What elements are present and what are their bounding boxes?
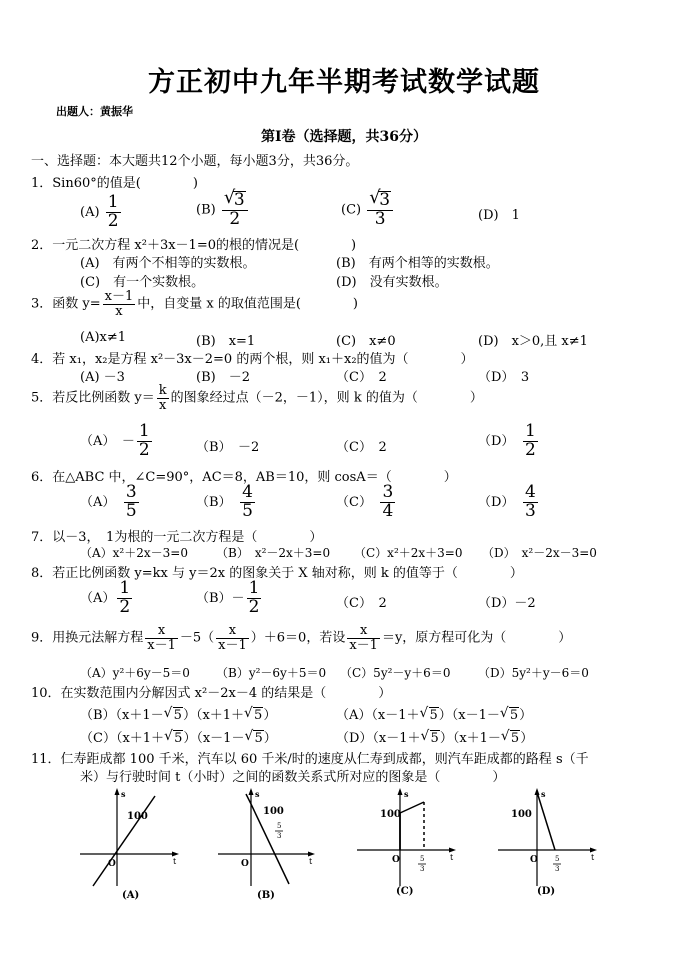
q6-option-a: （A） $\frac{3}{5}$	[80, 482, 137, 521]
axis-t-label: t	[173, 857, 177, 866]
q8-option-a: （A） $\frac{1}{2}$	[80, 578, 131, 617]
q10-option-a: （A）（x－1＋ √ 5）（x－1－ √ 5）	[336, 705, 533, 723]
q4-option-b: (B) －2	[196, 370, 250, 385]
q2-option-b: (B) 有两个相等的实数根。	[336, 256, 499, 271]
q10-stem: 10．在实数范围内分解因式 x²－2x－4 的结果是（ ）	[31, 686, 392, 701]
q11-graph-b	[213, 786, 323, 901]
author-line: 出题人：黄振华	[56, 105, 133, 118]
frac-num-label: 5	[277, 822, 282, 830]
axis-s-label: s	[541, 789, 546, 799]
q8-option-d: （D）－2	[478, 596, 536, 611]
q8-option-b: （B）－ $\frac{1}{2}$	[196, 578, 260, 617]
graph-c-label: (C)	[396, 886, 414, 897]
q8-option-c: （C） 2	[336, 596, 387, 611]
q1-option-b: (B) √ 3 2	[196, 191, 250, 229]
q6-option-b: （B） $\frac{4}{5}$	[196, 482, 253, 521]
q3-option-a: (A)x≠1	[80, 330, 127, 345]
q9-option-a: （A）y²＋6y－5＝0	[80, 666, 190, 680]
q4-option-d: （D） 3	[478, 370, 530, 385]
q3-option-d: (D) x＞0,且 x≠1	[478, 334, 588, 349]
axis-t-label: t	[450, 853, 454, 862]
q11-graph-d	[493, 786, 608, 901]
q10-option-d: （D）（x－1＋ √ 5）（x＋1－ √ 5）	[336, 728, 534, 746]
axis-s-label: s	[121, 789, 126, 799]
q5-option-d: （D） $\frac{1}{2}$	[478, 421, 536, 460]
q2-option-c: (C) 有一个实数根。	[80, 275, 205, 290]
origin-label: O	[530, 855, 538, 865]
q1-stem: 1．Sin60°的值是( )	[31, 176, 198, 191]
q2-stem: 2．一元二次方程 x²＋3x－1=0的根的情况是( )	[31, 238, 357, 253]
q6-option-d: （D） $\frac{4}{3}$	[478, 482, 536, 521]
q5-option-c: （C） 2	[336, 440, 387, 455]
q7-stem: 7．以－3， 1为根的一元二次方程是（ ）	[31, 530, 323, 545]
q10-option-b: （B）（x＋1－ √ 5）（x＋1＋ √ 5）	[80, 705, 277, 723]
value-100-label: 100	[263, 806, 284, 817]
q2-option-a: (A) 有两个不相等的实数根。	[80, 256, 256, 271]
q3-option-b: (B) x=1	[196, 334, 256, 349]
frac-den-label: 3	[277, 832, 282, 840]
q7-option-d: （D） x²－2x－3=0	[482, 546, 597, 560]
q9-option-c: （C）5y²－y＋6＝0	[340, 666, 451, 680]
instructions: 一、选择题：本大题共12个小题，每小题3分，共36分。	[31, 154, 359, 169]
frac-num-label: 5	[420, 855, 425, 863]
q7-option-c: （C）x²＋2x＋3=0	[354, 546, 463, 560]
q8-stem: 8．若正比例函数 y=kx 与 y＝2x 的图象关于 X 轴对称，则 k 的值等于（ ）	[31, 566, 523, 581]
q6-option-c: （C） $\frac{3}{4}$	[336, 482, 394, 521]
q5-option-a: （A） － $\frac{1}{2}$	[80, 421, 150, 460]
axis-t-label: t	[309, 857, 313, 866]
axis-s-label: s	[404, 789, 409, 799]
value-100-label: 100	[511, 809, 532, 820]
q9-option-d: （D）5y²＋y－6＝0	[478, 666, 589, 680]
q11-graph-a	[75, 786, 185, 901]
q5-stem: 5．若反比例函数 y＝ $\frac{k}{x}$ 的图象经过点（－2，－1），则 k 的值为（ ）	[31, 383, 483, 413]
axis-s-label: s	[255, 789, 260, 799]
value-100-label: 100	[127, 811, 148, 822]
graph-b-label: (B)	[257, 890, 275, 901]
q7-option-b: （B） x²－2x＋3=0	[216, 546, 331, 560]
q9-stem: 9．用换元法解方程 $\frac{x}{x-1}$ －5（ $\frac{x}{x-1}$ ）＋6＝0，若设 $\frac{x}{x-1}$ ＝y，原方程可化为（ ）	[31, 623, 572, 653]
origin-label: O	[392, 855, 400, 865]
q10-option-c: （C）（x＋1＋ √ 5）（x－1－ √ 5）	[80, 728, 277, 746]
value-100-label: 100	[380, 809, 401, 820]
q3-option-c: (C) x≠0	[336, 334, 396, 349]
q11-graph-c	[352, 786, 467, 901]
q11-line1: 11．仁寿距成都 100 千米，汽车以 60 千米/时的速度从仁寿到成都，则汽车距成都的路程 s（千	[31, 752, 589, 767]
q3-stem: 3．函数 y= $\frac{x-1}{x}$ 中，自变量 x 的取值范围是( )	[31, 289, 358, 319]
graph-a-label: (A)	[122, 890, 140, 901]
frac-den-label: 3	[420, 865, 425, 873]
q6-stem: 6．在△ABC 中，∠C=90°，AC＝8，AB＝10，则 cosA＝（ ）	[31, 470, 457, 485]
q4-stem: 4．若 x₁，x₂是方程 x²－3x－2=0 的两个根，则 x₁＋x₂的值为（ ）	[31, 352, 474, 367]
q1-option-a: (A) $\frac{1}{2}$	[80, 192, 119, 231]
q2-option-d: (D) 没有实数根。	[336, 275, 448, 290]
q7-option-a: （A）x²＋2x－3=0	[80, 546, 188, 560]
q9-option-b: （B）y²－6y＋5＝0	[216, 666, 327, 680]
section-title: 第Ⅰ卷（选择题，共36分）	[260, 129, 428, 145]
q11-line2: 米）与行驶时间 t（小时）之间的函数关系式所对应的图象是（ ）	[80, 770, 506, 785]
page-title: 方正初中九年半期考试数学试题	[148, 67, 540, 98]
frac-den-label: 3	[555, 865, 560, 873]
q5-option-b: （B） －2	[196, 440, 260, 455]
frac-num-label: 5	[555, 855, 560, 863]
origin-label: O	[108, 859, 116, 869]
graph-d-label: (D)	[537, 886, 556, 897]
origin-label: O	[241, 859, 249, 869]
q4-option-c: （C） 2	[336, 370, 387, 385]
q4-option-a: (A) －3	[80, 370, 125, 385]
axis-t-label: t	[591, 853, 595, 862]
q1-option-c: (C) √ 3 3	[341, 191, 395, 229]
q1-option-d: (D) 1	[478, 208, 520, 223]
